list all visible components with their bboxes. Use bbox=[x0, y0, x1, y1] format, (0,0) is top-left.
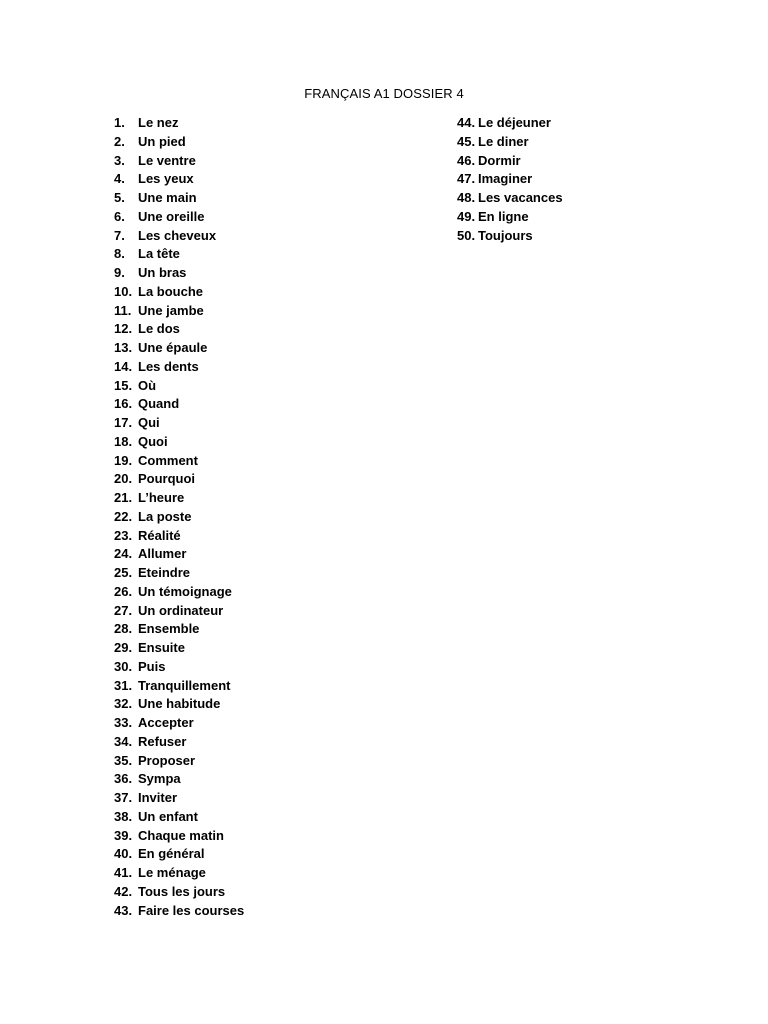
item-number: 10. bbox=[114, 283, 133, 299]
item-word: Puis bbox=[138, 658, 166, 674]
list-item bbox=[457, 170, 657, 189]
item-word: Les cheveux bbox=[138, 227, 217, 243]
item-number: 2. bbox=[114, 133, 125, 149]
list-item bbox=[457, 114, 657, 133]
item-word: Un pied bbox=[138, 133, 186, 149]
list-item bbox=[114, 808, 374, 827]
item-word: La poste bbox=[138, 508, 192, 524]
item-number: 4. bbox=[114, 171, 125, 187]
item-number: 24. bbox=[114, 546, 133, 562]
item-number: 23. bbox=[114, 527, 133, 543]
list-item bbox=[114, 227, 374, 246]
list-item bbox=[114, 770, 374, 789]
item-word: En ligne bbox=[478, 208, 529, 224]
list-item bbox=[114, 189, 374, 208]
item-number: 37. bbox=[114, 790, 133, 805]
item-word: Une jambe bbox=[138, 302, 204, 318]
item-number: 15. bbox=[114, 377, 133, 393]
item-word: Inviter bbox=[138, 790, 178, 805]
item-number: 13. bbox=[114, 340, 133, 355]
list-item bbox=[457, 208, 657, 227]
list-item bbox=[114, 339, 374, 358]
item-word: Faire les courses bbox=[138, 902, 245, 918]
item-number: 22. bbox=[114, 508, 133, 524]
list-item bbox=[114, 358, 374, 377]
item-word: Accepter bbox=[138, 715, 194, 730]
item-word: Un ordinateur bbox=[138, 602, 224, 618]
list-item bbox=[114, 695, 374, 714]
list-item bbox=[114, 827, 374, 846]
list-item bbox=[114, 508, 374, 527]
item-number: 38. bbox=[114, 808, 133, 824]
item-number: 39. bbox=[114, 827, 133, 843]
list-item bbox=[114, 245, 374, 264]
item-word: Le dos bbox=[138, 321, 180, 337]
item-number: 18. bbox=[114, 433, 133, 449]
item-word: Où bbox=[138, 377, 157, 393]
item-number: 43. bbox=[114, 902, 133, 918]
item-number: 16. bbox=[114, 396, 133, 412]
item-word: Une épaule bbox=[138, 340, 208, 355]
item-word: Le ménage bbox=[138, 865, 206, 880]
item-number: 36. bbox=[114, 771, 133, 787]
item-number: 33. bbox=[114, 715, 133, 730]
list-item bbox=[114, 320, 374, 339]
item-number: 47. bbox=[457, 171, 476, 187]
vocabulary-list-right bbox=[457, 114, 657, 245]
item-number: 17. bbox=[114, 415, 133, 430]
list-item bbox=[457, 152, 657, 171]
list-item bbox=[114, 283, 374, 302]
list-item bbox=[114, 170, 374, 189]
list-item bbox=[114, 264, 374, 283]
item-word: Pourquoi bbox=[138, 471, 196, 487]
item-word: Les yeux bbox=[138, 171, 194, 187]
list-item bbox=[457, 133, 657, 152]
item-number: 5. bbox=[114, 190, 125, 205]
item-word: Sympa bbox=[138, 771, 181, 787]
list-item bbox=[457, 189, 657, 208]
item-number: 44. bbox=[457, 115, 476, 130]
page-title: FRANÇAIS A1 DOSSIER 4 bbox=[304, 86, 464, 101]
item-word: L’heure bbox=[138, 490, 185, 505]
item-number: 25. bbox=[114, 565, 133, 580]
list-item bbox=[114, 639, 374, 658]
list-item bbox=[114, 414, 374, 433]
item-number: 45. bbox=[457, 133, 476, 149]
item-word: Le déjeuner bbox=[478, 115, 551, 130]
list-item bbox=[114, 395, 374, 414]
list-item bbox=[114, 677, 374, 696]
list-item bbox=[114, 208, 374, 227]
item-word: Un témoignage bbox=[138, 583, 232, 599]
list-item bbox=[114, 902, 374, 921]
item-word: Ensemble bbox=[138, 621, 200, 637]
item-word: Une main bbox=[138, 190, 197, 205]
item-word: Les vacances bbox=[478, 190, 563, 205]
list-item bbox=[114, 564, 374, 583]
item-word: Une oreille bbox=[138, 208, 205, 224]
list-item bbox=[114, 114, 374, 133]
list-item bbox=[457, 227, 657, 246]
list-item bbox=[114, 658, 374, 677]
list-item bbox=[114, 714, 374, 733]
list-item bbox=[114, 583, 374, 602]
list-item bbox=[114, 883, 374, 902]
item-word: Allumer bbox=[138, 546, 187, 562]
list-item bbox=[114, 133, 374, 152]
item-number: 40. bbox=[114, 846, 133, 862]
item-number: 46. bbox=[457, 152, 476, 168]
list-item bbox=[114, 452, 374, 471]
item-word: Proposer bbox=[138, 752, 196, 768]
item-number: 20. bbox=[114, 471, 133, 487]
item-word: La tête bbox=[138, 246, 180, 262]
list-item bbox=[114, 489, 374, 508]
item-word: Quoi bbox=[138, 433, 168, 449]
item-word: Réalité bbox=[138, 527, 181, 543]
item-number: 35. bbox=[114, 752, 133, 768]
item-word: Toujours bbox=[478, 227, 533, 243]
list-item bbox=[114, 752, 374, 771]
item-word: Refuser bbox=[138, 733, 187, 749]
list-item bbox=[114, 377, 374, 396]
list-item bbox=[114, 470, 374, 489]
item-number: 8. bbox=[114, 246, 125, 262]
list-item bbox=[114, 789, 374, 808]
list-item bbox=[114, 433, 374, 452]
list-item bbox=[114, 602, 374, 621]
list-item bbox=[114, 733, 374, 752]
item-word: Qui bbox=[138, 415, 160, 430]
item-word: Dormir bbox=[478, 152, 521, 168]
list-item bbox=[114, 620, 374, 639]
vocabulary-list-left bbox=[114, 114, 374, 920]
item-word: La bouche bbox=[138, 283, 204, 299]
item-number: 11. bbox=[114, 302, 132, 318]
item-number: 30. bbox=[114, 658, 133, 674]
item-word: Un bras bbox=[138, 265, 187, 280]
item-number: 48. bbox=[457, 190, 476, 205]
item-number: 26. bbox=[114, 583, 133, 599]
item-word: Chaque matin bbox=[138, 827, 224, 843]
item-number: 1. bbox=[114, 115, 125, 130]
list-item bbox=[114, 845, 374, 864]
item-word: Comment bbox=[138, 452, 198, 468]
item-number: 32. bbox=[114, 696, 133, 712]
item-word: Le ventre bbox=[138, 152, 196, 168]
list-item bbox=[114, 527, 374, 546]
item-word: Le diner bbox=[478, 133, 529, 149]
item-number: 31. bbox=[114, 677, 133, 693]
item-word: Quand bbox=[138, 396, 180, 412]
item-word: Une habitude bbox=[138, 696, 221, 712]
item-word: Ensuite bbox=[138, 640, 185, 655]
item-word: Imaginer bbox=[478, 171, 533, 187]
item-number: 49. bbox=[457, 208, 476, 224]
item-number: 12. bbox=[114, 321, 133, 337]
item-number: 9. bbox=[114, 265, 125, 280]
item-number: 14. bbox=[114, 358, 133, 374]
item-number: 28. bbox=[114, 621, 133, 637]
item-number: 29. bbox=[114, 640, 133, 655]
list-item bbox=[114, 302, 374, 321]
item-number: 21. bbox=[114, 490, 133, 505]
item-word: En général bbox=[138, 846, 205, 862]
list-item bbox=[114, 864, 374, 883]
item-number: 6. bbox=[114, 208, 125, 224]
list-item bbox=[114, 152, 374, 171]
item-number: 34. bbox=[114, 733, 133, 749]
item-word: Tranquillement bbox=[138, 677, 231, 693]
item-word: Les dents bbox=[138, 358, 199, 374]
item-word: Un enfant bbox=[138, 808, 198, 824]
item-word: Eteindre bbox=[138, 565, 191, 580]
item-word: Le nez bbox=[138, 115, 179, 130]
item-number: 41. bbox=[114, 865, 133, 880]
item-number: 42. bbox=[114, 883, 133, 899]
item-number: 27. bbox=[114, 602, 133, 618]
list-item bbox=[114, 545, 374, 564]
item-word: Tous les jours bbox=[138, 883, 226, 899]
item-number: 7. bbox=[114, 227, 125, 243]
item-number: 50. bbox=[457, 227, 476, 243]
item-number: 3. bbox=[114, 152, 125, 168]
item-number: 19. bbox=[114, 452, 133, 468]
